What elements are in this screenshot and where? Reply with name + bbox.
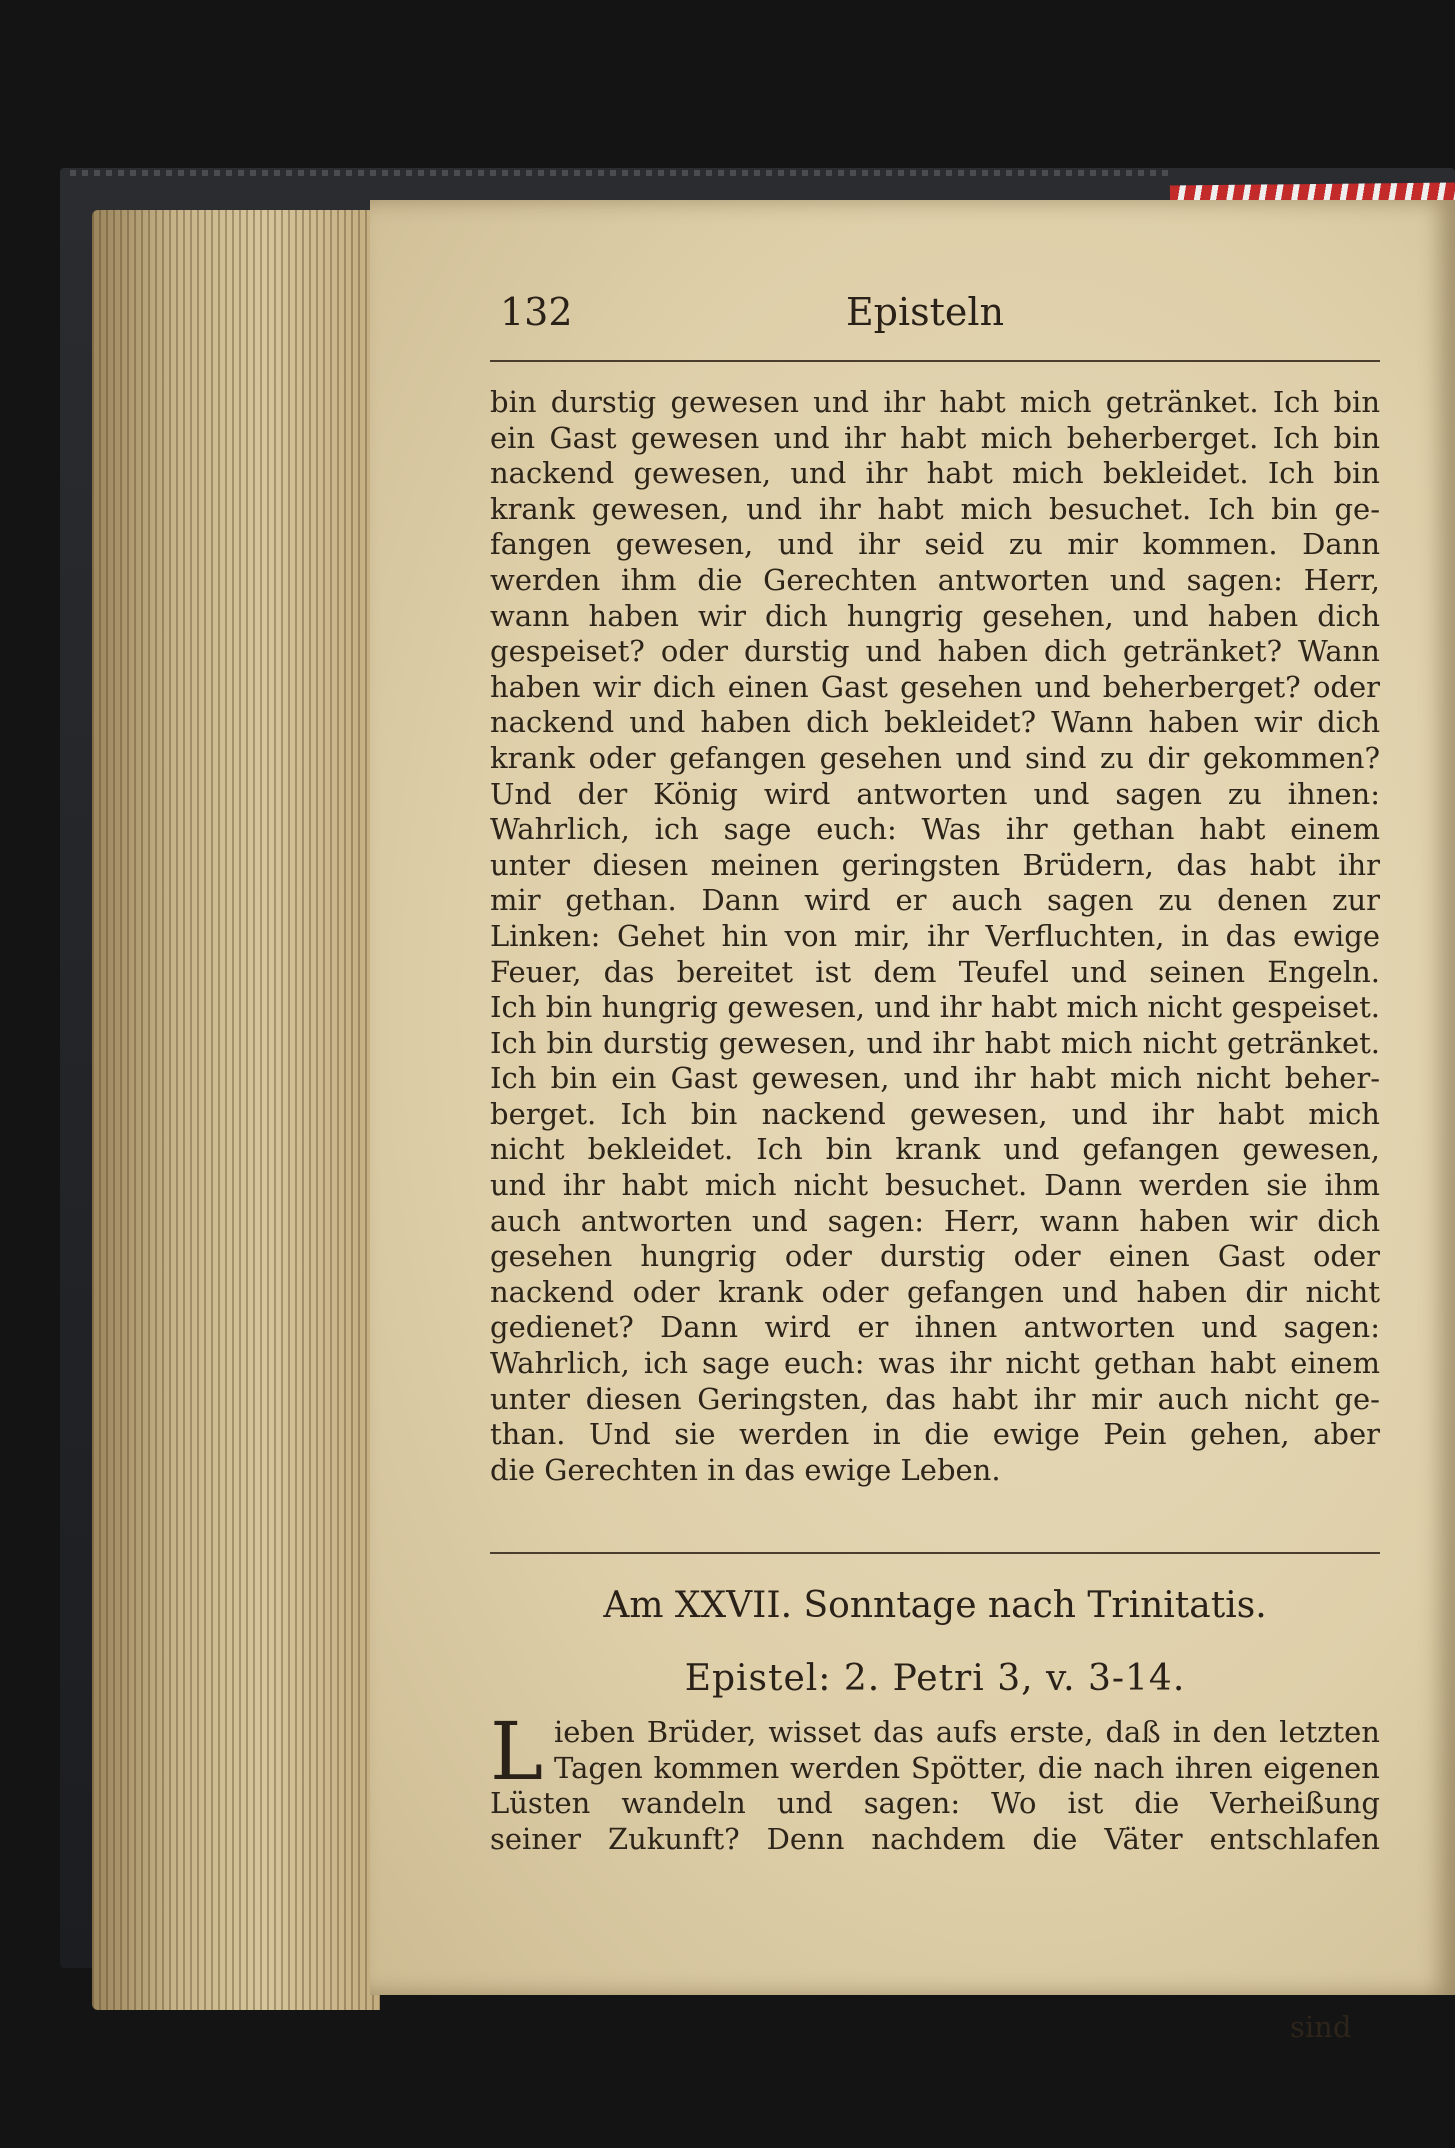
text-line: nackend und haben dich bekleidet? Wann haben wir dich	[490, 705, 1380, 740]
text-line: nackend oder krank oder gefangen und haben dir nicht	[490, 1274, 1380, 1309]
body-text	[490, 385, 1380, 1488]
text-line: mir gethan. Dann wird er auch sagen zu denen zur	[490, 883, 1380, 918]
running-title: Episteln	[845, 290, 1005, 334]
text-line: bin durstig gewesen und ihr habt mich getränket. Ich bin	[490, 385, 1380, 419]
text-line: fangen gewesen, und ihr seid zu mir kommen. Dann	[490, 527, 1380, 562]
passage-line: seiner Zukunft? Denn nachdem die Väter entschlafen	[490, 1821, 1380, 1856]
header-rule	[490, 360, 1380, 362]
text-line: werden ihm die Gerechten antworten und sagen: Herr,	[490, 562, 1380, 597]
page-header	[500, 290, 1350, 346]
page-number: 132	[500, 290, 573, 334]
text-line: unter diesen Geringsten, das habt ihr mir auch nicht ge-	[490, 1381, 1380, 1416]
text-line: Wahrlich, ich sage euch: was ihr nicht gethan habt einem	[490, 1346, 1380, 1381]
page-edges	[92, 210, 380, 2010]
book-page	[370, 200, 1455, 2044]
text-line: Feuer, das bereitet ist dem Teufel und seinen Engeln.	[490, 954, 1380, 989]
text-line: und ihr habt mich nicht besuchet. Dann werden sie ihm	[490, 1168, 1380, 1203]
text-line: haben wir dich einen Gast gesehen und beherberget? oder	[490, 669, 1380, 704]
epistle-heading: Epistel: 2. Petri 3, v. 3-14.	[684, 1658, 1186, 1699]
text-line: die Gerechten in das ewige Leben.	[490, 1452, 1001, 1487]
text-line: Ich bin hungrig gewesen, und ihr habt mich nicht gespeiset.	[490, 990, 1380, 1025]
section-title: Am XXVII. Sonntage nach Trinitatis.	[603, 1585, 1267, 1626]
text-line: gespeiset? oder durstig und haben dich getränket? Wann	[490, 634, 1380, 669]
cover-stitching	[70, 170, 1170, 176]
text-line: than. Und sie werden in die ewige Pein gehen, aber	[490, 1417, 1380, 1452]
drop-cap: L	[490, 1705, 544, 1798]
text-line: nicht bekleidet. Ich bin krank und gefangen gewesen,	[490, 1132, 1380, 1167]
text-line: krank oder gefangen gesehen und sind zu dir gekommen?	[490, 740, 1380, 775]
text-line: gedienet? Dann wird er ihnen antworten und sagen:	[490, 1310, 1380, 1345]
text-line: wann haben wir dich hungrig gesehen, und haben dich	[490, 598, 1380, 633]
text-line: Wahrlich, ich sage euch: Was ihr gethan habt einem	[490, 812, 1380, 847]
text-line: Ich bin ein Gast gewesen, und ihr habt mich nicht beher-	[490, 1061, 1380, 1096]
text-line: nackend gewesen, und ihr habt mich bekleidet. Ich bin	[490, 456, 1380, 491]
text-line: unter diesen meinen geringsten Brüdern, das habt ihr	[490, 847, 1380, 882]
text-line: berget. Ich bin nackend gewesen, und ihr habt mich	[490, 1096, 1380, 1131]
text-line: ein Gast gewesen und ihr habt mich beherberget. Ich bin	[490, 420, 1380, 455]
text-line: Linken: Gehet hin von mir, ihr Verfluchten, in das ewige	[490, 918, 1380, 953]
catchword: sind	[1290, 2010, 1352, 2044]
passage-text	[490, 1705, 1380, 1857]
passage-line: ieben Brüder, wisset das aufs erste, daß in den letzten	[554, 1715, 1380, 1749]
text-line: Und der König wird antworten und sagen zu ihnen:	[490, 776, 1380, 811]
text-line: auch antworten und sagen: Herr, wann haben wir dich	[490, 1203, 1380, 1238]
section-rule	[490, 1552, 1380, 1554]
text-line: Ich bin durstig gewesen, und ihr habt mich nicht getränket.	[490, 1025, 1380, 1060]
text-line: gesehen hungrig oder durstig oder einen Gast oder	[490, 1239, 1380, 1274]
passage-line: Lüsten wandeln und sagen: Wo ist die Verheißung	[490, 1786, 1380, 1821]
passage-line: Tagen kommen werden Spötter, die nach ihren eigenen	[554, 1750, 1380, 1785]
text-line: krank gewesen, und ihr habt mich besuchet. Ich bin ge-	[490, 491, 1380, 526]
